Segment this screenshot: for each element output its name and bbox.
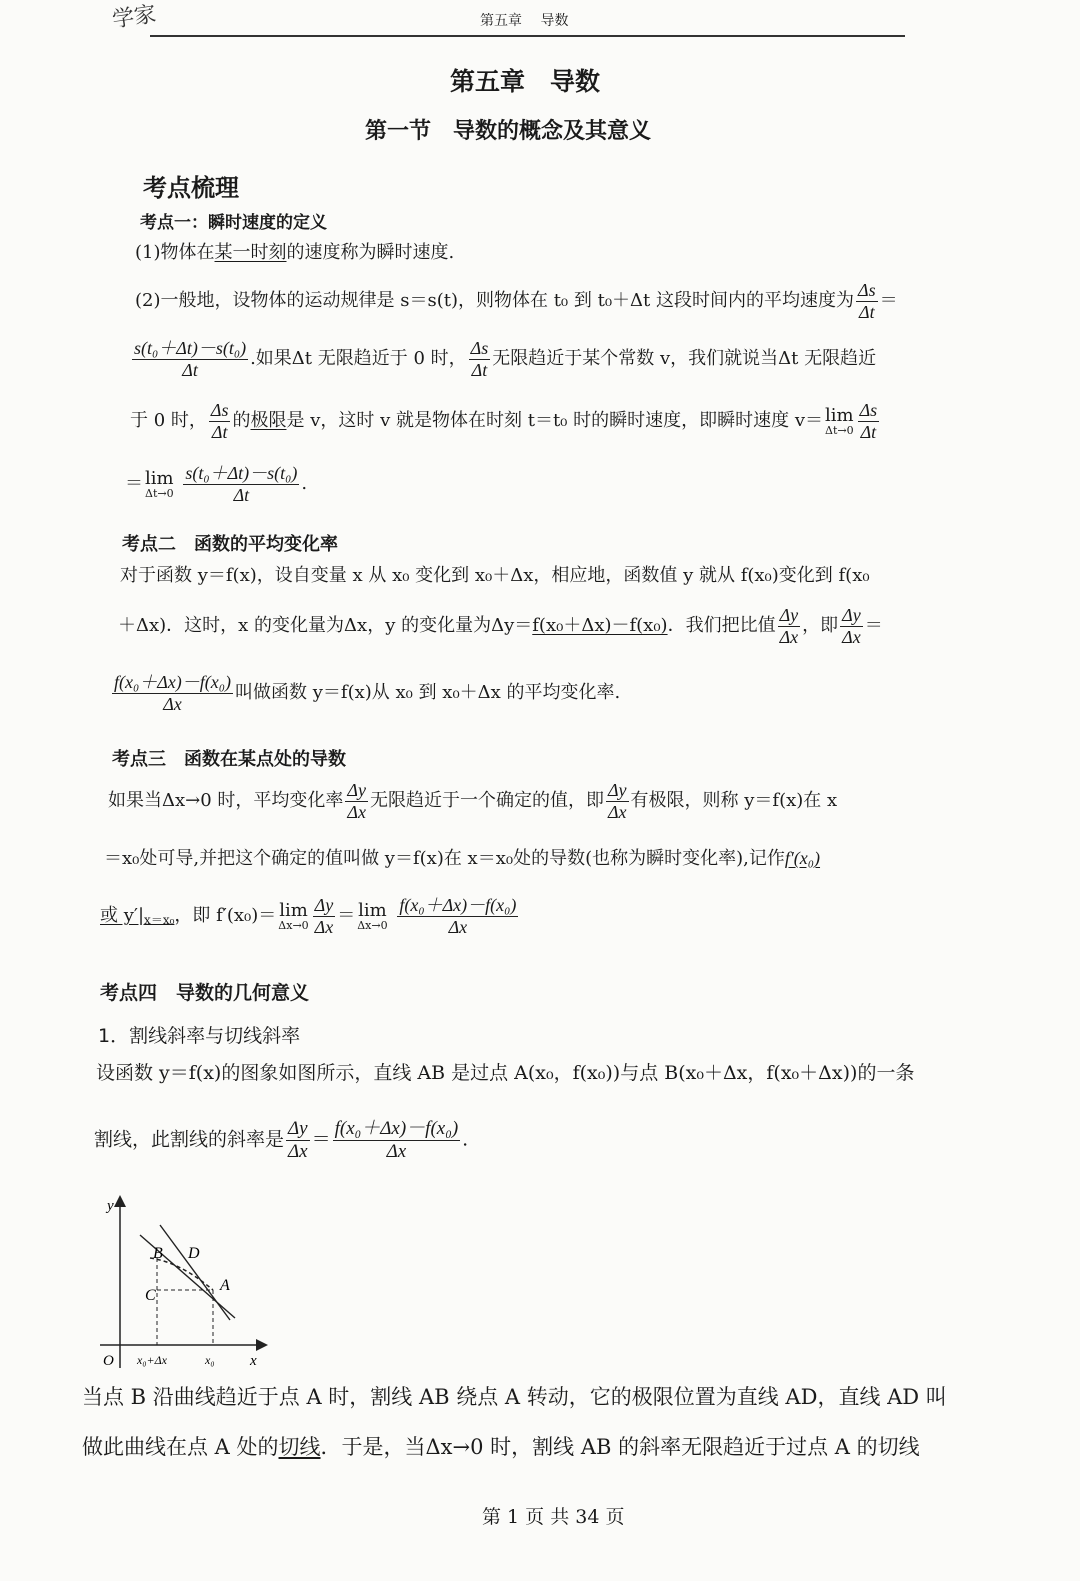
fraction: $\frac{\Delta y}{\Delta x}$ [842,605,861,647]
tangent-line [160,1225,230,1320]
section-title: 第一节 导数的概念及其意义 [365,119,652,144]
fraction: $\frac{\Delta y}{\Delta x}$ [779,605,799,647]
fraction: $\frac{\Delta y}{\Delta x}$ [314,895,334,937]
kp4-title: 考点四 导数的几何意义 [100,982,310,1004]
fraction: $\frac{\text{s(t₀＋Δt)－s(t₀)}}{\Delta t}$ [185,463,298,505]
fraction: $\frac{\text{f(x₀＋Δx)－f(x₀)}}{\Delta x}$ [399,895,517,937]
kp1-p3: $\frac{\text{s(t₀＋Δt)－s(t₀)}}{\Delta t}$ .如果Δt 无限趋近于 0 时， $\frac{\Delta s}{\Delta t}$ 无限趋近于某个常数 v，我们就说当Δt 无限趋近 [134,338,877,380]
kp2-p3: $\frac{\text{f(x₀＋Δx)－f(x₀)}}{\Delta x}$ 叫做函数 y＝f(x)从 x₀ 到 x₀＋Δx 的平均变化率. [114,672,621,714]
fraction: $\frac{\Delta s}{\Delta t}$ [859,400,878,442]
fraction: $\frac{\Delta y}{\Delta x}$ [347,780,366,822]
limit: lim Δt→0 [145,467,174,500]
kp4-p2: 割线，此割线的斜率是 $\frac{\Delta y}{\Delta x}$ ＝ $\frac{\text{f(x₀＋Δx)－f(x₀)}}{\Delta x}$ . [94,1118,469,1162]
kp3-p1: 如果当Δx→0 时，平均变化率 $\frac{\Delta y}{\Delta x}$ 无限趋近于一个确定的值，即 $\frac{\Delta y}{\Delta x}$ 有极限，则称 y＝f(x)在 x [108,780,838,822]
running-header: 第五章 导数 [480,13,569,29]
fraction: $\frac{\Delta s}{\Delta t}$ [210,400,229,442]
kp2-p1: 对于函数 y＝f(x)，设自变量 x 从 x₀ 变化到 x₀＋Δx，相应地，函数值 y 就从 f(x₀)变化到 f(x₀ [120,565,870,586]
kp1-p1: (1)物体在某一时刻的速度称为瞬时速度. [135,242,455,263]
label-B: B [153,1245,163,1262]
limit: lim Δx→0 [357,899,388,932]
kp2-p2: ＋Δx)．这时，x 的变化量为Δx，y 的变化量为Δy＝f(x₀＋Δx)－f(x₀)．我们把比值 $\frac{\Delta y}{\Delta x}$ ，即 $\frac{\Delta y}{\Delta x}$ ＝ [118,605,883,647]
kp1-p5: ＝ lim Δt→0 $\frac{\text{s(t₀＋Δt)－s(t₀)}}{\Delta t}$ . [125,463,308,505]
label-A: A [220,1277,230,1294]
label-D: D [188,1245,200,1262]
header-rule [150,35,905,37]
limit: lim Δt→0 [825,404,854,437]
kp2-title: 考点二 函数的平均变化率 [122,534,338,555]
page-footer: 第 1 页 共 34 页 [482,1506,625,1528]
kp1-title: 考点一：瞬时速度的定义 [140,213,327,233]
fraction: $\frac{\text{f(x₀＋Δx)－f(x₀)}}{\Delta x}$ [114,672,232,714]
kp4-p1: 设函数 y＝f(x)的图象如图所示，直线 AB 是过点 A(x₀，f(x₀))与点 B(x₀＋Δx，f(x₀＋Δx))的一条 [96,1062,915,1084]
label-x0: x₀ [205,1353,215,1367]
kp4-p3: 当点 B 沿曲线趋近于点 A 时，割线 AB 绕点 A 转动，它的极限位置为直线 AD，直线 AD 叫 [82,1385,947,1409]
summary-heading: 考点梳理 [143,174,239,202]
kp1-p4: 于 0 时， $\frac{\Delta s}{\Delta t}$ 的极限是 v，这时 v 就是物体在时刻 t＝t₀ 时的瞬时速度，即瞬时速度 v＝ lim Δt→0 $\frac{\Delta s}{\Delta t}$ [130,400,878,442]
fraction: $\frac{\Delta y}{\Delta x}$ [607,780,627,822]
fraction: $\frac{\text{s(t₀＋Δt)－s(t₀)}}{\Delta t}$ [134,338,247,380]
kp3-p3: 或 $y'|_{x=x_0}$，即 f′(x₀)＝ lim Δx→0 $\frac{\Delta y}{\Delta x}$ ＝ lim Δx→0 $\frac{\text{f(x₀＋Δx)－f(x₀)}}{\Delta x}$ [100,895,517,937]
kp3-title: 考点三 函数在某点处的导数 [112,749,346,770]
kp1-p2: (2)一般地，设物体的运动规律是 s＝s(t)，则物体在 t₀ 到 t₀＋Δt 这段时间内的平均速度为 $\frac{\Delta s}{\Delta t}$ ＝ [135,280,898,322]
chapter-title: 第五章 导数 [450,67,601,96]
kp3-p2: ＝x₀处可导,并把这个确定的值叫做 y＝f(x)在 x＝x₀处的导数(也称为瞬时变化率),记作f′(x₀) [104,848,821,869]
fraction: $\frac{\Delta s}{\Delta t}$ [858,280,876,322]
secant-tangent-figure [95,1190,280,1375]
label-x: x [250,1353,257,1369]
fraction: $\frac{\text{f(x₀＋Δx)－f(x₀)}}{\Delta x}$ [334,1118,459,1162]
fraction: $\frac{\Delta s}{\Delta t}$ [470,338,489,380]
label-x0dx: x₀+Δx [137,1353,167,1367]
kp4-p4: 做此曲线在点 A 处的切线．于是，当Δx→0 时，割线 AB 的斜率无限趋近于过点 A 的切线 [82,1435,920,1459]
fraction: $\frac{\Delta y}{\Delta x}$ [288,1118,308,1162]
label-y: y [107,1198,114,1214]
limit: lim Δx→0 [278,899,309,932]
kp4-sub1: 1．割线斜率与切线斜率 [98,1025,301,1047]
handwriting-mark: 学家 [110,2,158,33]
label-C: C [145,1287,156,1304]
label-O: O [103,1353,114,1369]
